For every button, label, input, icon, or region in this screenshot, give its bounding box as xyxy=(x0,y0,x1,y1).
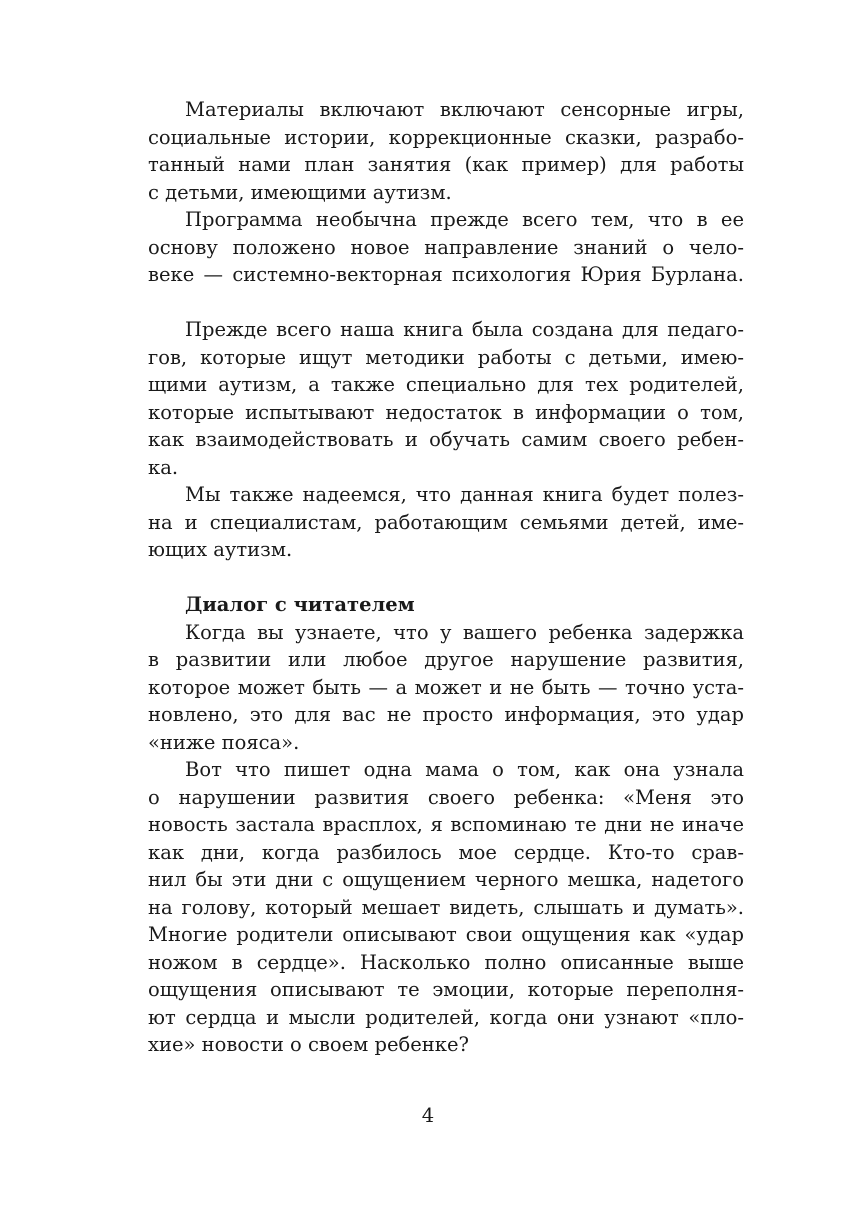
text-line: Когда вы узнаете, что у вашего ребенка задержка xyxy=(185,620,744,644)
text-line: основу положено новое направление знаний о чело- xyxy=(148,235,744,259)
text-line: которое может быть — а может и не быть — точно уста- xyxy=(148,675,744,699)
paragraph-gap xyxy=(148,289,744,317)
text-line: Программа необычна прежде всего тем, что в ее xyxy=(185,208,744,231)
text-line: ножом в сердце». Насколько полно описанные выше xyxy=(148,950,744,974)
text-line: танный нами план занятия (как пример) для работы xyxy=(148,153,744,176)
text-line: как дни, когда разбилось мое сердце. Кто-то срав- xyxy=(148,840,744,864)
paragraph xyxy=(148,619,744,757)
text-line: новость застала врасплох, я вспоминаю те дни не иначе xyxy=(148,813,744,836)
text-line: веке — системно-векторная психология Юрия Бурлана. xyxy=(148,263,744,286)
paragraph xyxy=(148,96,744,206)
text-line: гов, которые ищут методики работы с детьми, имею- xyxy=(148,345,744,369)
text-line: хие» новости о своем ребенке? xyxy=(148,1033,469,1056)
text-line: которые испытывают недостаток в информации о том, xyxy=(148,400,744,424)
text-line: в развитии или любое другое нарушение развития, xyxy=(148,648,744,671)
text-line: ка. xyxy=(148,455,179,479)
text-line: Мы также надеемся, что данная книга будет полез- xyxy=(185,483,744,506)
paragraph xyxy=(148,756,744,1059)
text-line: социальные истории, коррекционные сказки, разрабо- xyxy=(148,125,744,149)
text-line: Вот что пишет одна мама о том, как она узнала xyxy=(185,758,744,781)
text-line: ющих аутизм. xyxy=(148,538,293,561)
paragraph xyxy=(148,206,744,289)
text-line: новлено, это для вас не просто информация, это удар xyxy=(148,703,744,726)
page-body xyxy=(148,96,744,1059)
paragraph-gap xyxy=(148,564,744,592)
text-line: нил бы эти дни с ощущением черного мешка, надетого xyxy=(148,868,744,891)
paragraph xyxy=(148,316,744,481)
text-line: ют сердца и мысли родителей, когда они узнают «пло- xyxy=(148,1005,744,1029)
text-line: ощущения описывают те эмоции, которые переполня- xyxy=(148,978,744,1001)
text-line: Многие родители описывают свои ощущения как «удар xyxy=(148,923,744,946)
text-line: Прежде всего наша книга была создана для педаго- xyxy=(185,318,744,341)
text-line: о нарушении развития своего ребенка: «Меня это xyxy=(148,785,744,809)
text-line: Материалы включают включают сенсорные игры, xyxy=(185,98,744,121)
paragraph xyxy=(148,481,744,564)
text-line: на голову, который мешает видеть, слышать и думать». xyxy=(148,895,744,919)
page-number: 4 xyxy=(421,1104,435,1127)
text-line: как взаимодействовать и обучать самим своего ребен- xyxy=(148,428,744,451)
text-line: щими аутизм, а также специально для тех родителей, xyxy=(148,373,744,396)
section-heading: Диалог с читателем xyxy=(185,593,415,616)
text-line: с детьми, имеющими аутизм. xyxy=(148,180,452,204)
text-line: «ниже пояса». xyxy=(148,730,300,754)
text-line: на и специалистам, работающим семьями детей, име- xyxy=(148,510,744,534)
